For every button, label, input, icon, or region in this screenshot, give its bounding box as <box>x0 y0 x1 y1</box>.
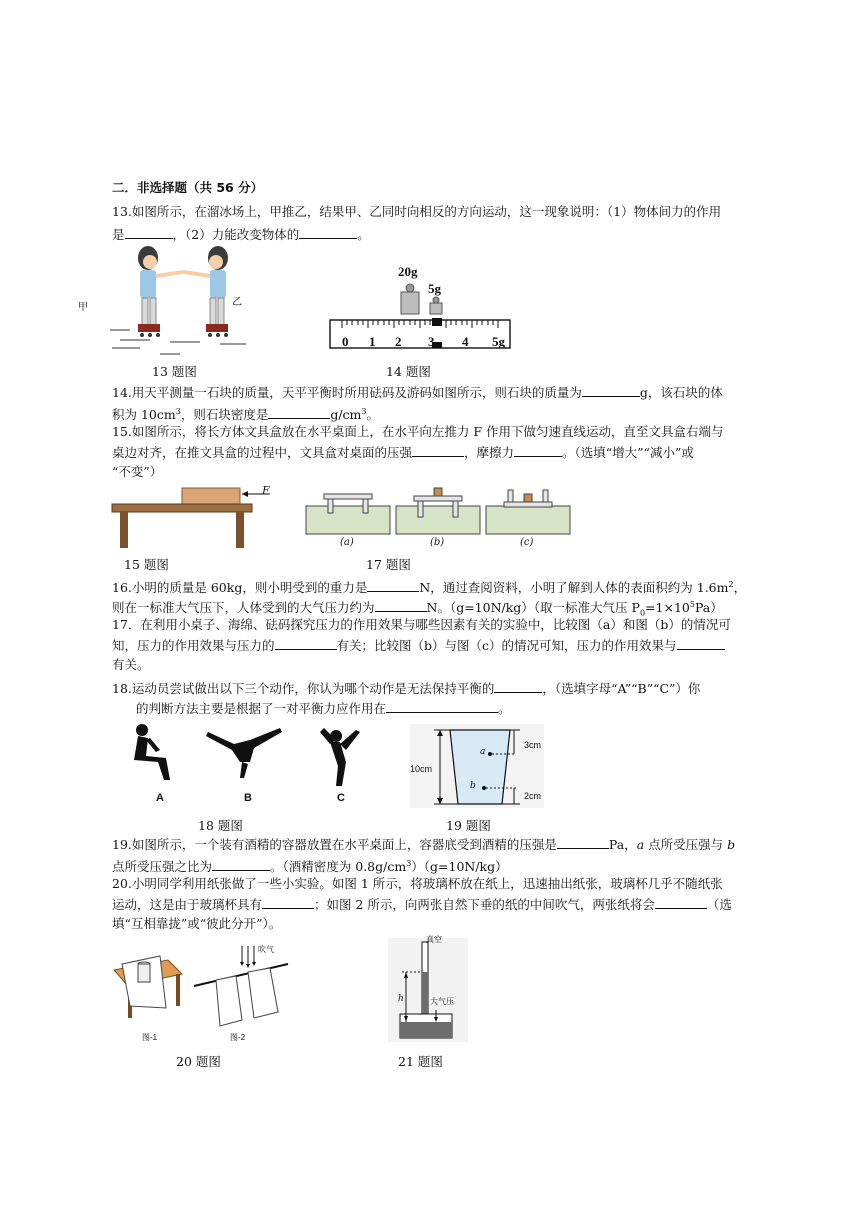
label-10cm: 10cm <box>410 764 433 774</box>
label-2cm: 2cm <box>524 791 542 801</box>
q18-text-b: ，（选填字母“A”“B”“C”）你 <box>542 681 701 696</box>
h-label: h <box>398 994 404 1004</box>
label-jia: 甲 <box>78 302 88 313</box>
athlete-label-b: B <box>244 792 252 804</box>
point-b-label: b <box>470 781 476 791</box>
q14-text-f: 。 <box>366 407 380 423</box>
q14-text-c: 积为 10cm <box>112 407 176 423</box>
q16-text-b: N，通过查阅资料，小明了解到人体的表面积约为 1.6m <box>419 580 729 596</box>
q13-caption: 13 题图 <box>152 364 197 379</box>
q21-barometer-figure <box>388 938 468 1042</box>
q13-text-a: 是 <box>112 227 125 242</box>
weight-5g-label: 5g <box>428 281 441 296</box>
q16-blank-2[interactable] <box>375 599 427 612</box>
q20-text-a: 运动，这是由于玻璃杯具有 <box>112 897 263 912</box>
q19-text-g: 。（酒精密度为 0.8g/cm <box>270 859 407 875</box>
point-a-label: a <box>480 747 486 757</box>
q20-text-b: ；如图 2 所示，向两张自然下垂的纸的中间吹气，两张纸将会 <box>314 897 655 912</box>
q17-blank-1[interactable] <box>275 637 337 650</box>
q16-text-e: N。（g=10N/kg）（取一标准大气压 P <box>426 600 640 616</box>
sub-label-c: (c) <box>520 537 534 548</box>
q15-blank-1[interactable] <box>412 444 464 457</box>
q17-blank-2[interactable] <box>677 637 725 650</box>
q13-skaters-figure <box>110 238 250 358</box>
q18-line1 <box>112 680 700 697</box>
q13-text-b: ，（2）力能改变物体的 <box>172 227 300 242</box>
weight-20g-label: 20g <box>398 264 418 279</box>
q20-line2 <box>112 896 732 913</box>
rider-scale-labels <box>336 334 522 350</box>
q20-text-c: （选 <box>706 897 732 912</box>
q16-line1 <box>112 577 746 596</box>
q14-caption: 14 题图 <box>386 364 431 379</box>
q15-text-c: 。（选填“增大”“减小”或 <box>562 445 694 460</box>
q15-text-b: ，摩擦力 <box>464 445 515 460</box>
q13-line1: 13.如图所示，在溜冰场上，甲推乙，结果甲、乙同时向相反的方向运动，这一现象说明：（1）物体间力的作用 <box>112 204 722 219</box>
label-3cm: 3cm <box>524 740 542 750</box>
scale-label: 4 <box>462 334 469 349</box>
q18-blank-2[interactable] <box>386 700 498 713</box>
q15-text-a: 桌边对齐，在推文具盒的过程中，文具盒对桌面的压强 <box>112 445 413 460</box>
scale-label: 2 <box>395 334 402 349</box>
q18-fig-labels <box>124 792 374 806</box>
scale-label: 3 <box>428 334 435 349</box>
q17-caption: 17 题图 <box>366 557 411 572</box>
athlete-label-c: C <box>337 792 345 804</box>
q18-blank-1[interactable] <box>494 680 542 693</box>
q19-text-c: a <box>636 837 645 852</box>
q19-text-e: b <box>727 837 736 852</box>
q17-sponge-figure <box>304 486 574 536</box>
q20-line1: 20.小明同学利用纸张做了一些小实验。如图 1 所示，将玻璃杯放在纸上，迅速抽出纸张，玻璃杯几乎不随纸张 <box>112 876 723 891</box>
q19-text-a: 19.如图所示，一个装有酒精的容器放置在水平桌面上，容器底受到酒精的压强是 <box>112 837 557 852</box>
q18-text-a: 18.运动员尝试做出以下三个动作，你认为哪个动作是无法保持平衡的 <box>112 681 495 696</box>
q13-blank-2[interactable] <box>299 226 357 239</box>
q15-line2 <box>112 444 694 461</box>
superscript: 3 <box>361 407 367 416</box>
scale-label: 1 <box>369 334 376 349</box>
sub-label-a: (a) <box>340 537 354 548</box>
q17-text-a: 知，压力的作用效果与压力的 <box>112 638 275 653</box>
q18-text-d: 。 <box>498 701 511 716</box>
q17-text-b: 有关；比较图（b）与图（c）的情况可知，压力的作用效果与 <box>336 638 677 653</box>
atm-label: 大气压 <box>430 997 454 1006</box>
q16-text-c: ， <box>733 580 747 596</box>
q20-blank-1[interactable] <box>262 896 314 909</box>
q14-line1 <box>112 384 723 401</box>
q19-text-h: ）（g=10N/kg） <box>411 859 508 875</box>
q19-text-d: 点所受压强与 <box>644 837 728 852</box>
q17-line1: 17．在利用小桌子、海绵、砝码探究压力的作用效果与哪些因素有关的实验中，比较图（a）和图（b）的情况可 <box>112 617 731 632</box>
q14-text-e: g/cm <box>330 407 362 423</box>
superscript: 3 <box>406 859 412 868</box>
fig1-label: 图-1 <box>142 1033 158 1042</box>
superscript: 3 <box>175 407 181 416</box>
athlete-label-a: A <box>156 792 164 804</box>
q19-text-b: Pa， <box>608 837 637 852</box>
q16-text-a: 16.小明的质量是 60kg，则小明受到的重力是 <box>112 580 368 596</box>
q16-blank-1[interactable] <box>367 579 419 592</box>
q17-fig-labels <box>304 537 574 551</box>
q16-text-d: 则在一标准大气压下，人体受到的大气压力约为 <box>112 600 375 616</box>
q18-line2 <box>136 700 511 717</box>
q18-caption: 18 题图 <box>198 818 243 833</box>
q15-blank-2[interactable] <box>514 444 562 457</box>
q18-text-c: 的判断方法主要是根据了一对平衡力应作用在 <box>136 701 387 716</box>
section-title: 二．非选择题（共 56 分） <box>112 180 264 195</box>
q19-caption: 19 题图 <box>446 818 491 833</box>
q14-line2 <box>112 404 379 423</box>
q13-text-c: 。 <box>357 227 370 242</box>
q19-text-f: 点所受压强之比为 <box>112 859 213 875</box>
q20-caption: 20 题图 <box>176 1054 221 1069</box>
q15-line3: “不变”） <box>112 464 163 479</box>
q20-blank-2[interactable] <box>655 896 707 909</box>
q21-caption: 21 题图 <box>398 1054 443 1069</box>
vacuum-label: 真空 <box>426 935 442 944</box>
scale-label: 5g <box>492 334 505 349</box>
q17-line3: 有关。 <box>112 657 150 672</box>
q18-athletes-figure <box>124 722 374 788</box>
q14-text-d: ，则石块密度是 <box>180 407 269 423</box>
label-yi: 乙 <box>232 297 242 308</box>
q14-text-b: g，该石块的体 <box>639 385 723 400</box>
sub-label-b: (b) <box>430 537 445 548</box>
q19-line1 <box>112 836 735 853</box>
q19-blank-2[interactable] <box>212 858 270 871</box>
subscript: 0 <box>639 608 646 618</box>
q14-blank-1[interactable] <box>582 384 640 397</box>
q14-text-a: 14.用天平测量一石块的质量，天平平衡时所用砝码及游码如图所示，则石块的质量为 <box>112 385 582 400</box>
blow-label: 吹气 <box>258 945 274 954</box>
q19-blank-1[interactable] <box>557 836 609 849</box>
superscript: 5 <box>689 600 695 609</box>
scale-label: 0 <box>342 334 349 349</box>
q15-table-figure <box>110 484 280 550</box>
q15-caption: 15 题图 <box>124 557 169 572</box>
q14-blank-2[interactable] <box>268 406 330 419</box>
superscript: 2 <box>728 580 734 589</box>
q16-text-g: Pa） <box>694 600 723 616</box>
q16-text-f: =1×10 <box>645 600 690 616</box>
fig2-label: 图-2 <box>230 1033 246 1042</box>
q19-line2 <box>112 856 508 875</box>
q20-line3: 填“互相靠拢”或“彼此分开”）。 <box>112 916 282 931</box>
q17-line2 <box>112 637 725 654</box>
q15-line1: 15.如图所示，将长方体文具盒放在水平桌面上，在水平向左推力 F 作用下做匀速直线运动，直至文具盒右端与 <box>112 424 724 439</box>
q20-paper-figure <box>110 944 300 1034</box>
force-label: F <box>262 484 270 497</box>
